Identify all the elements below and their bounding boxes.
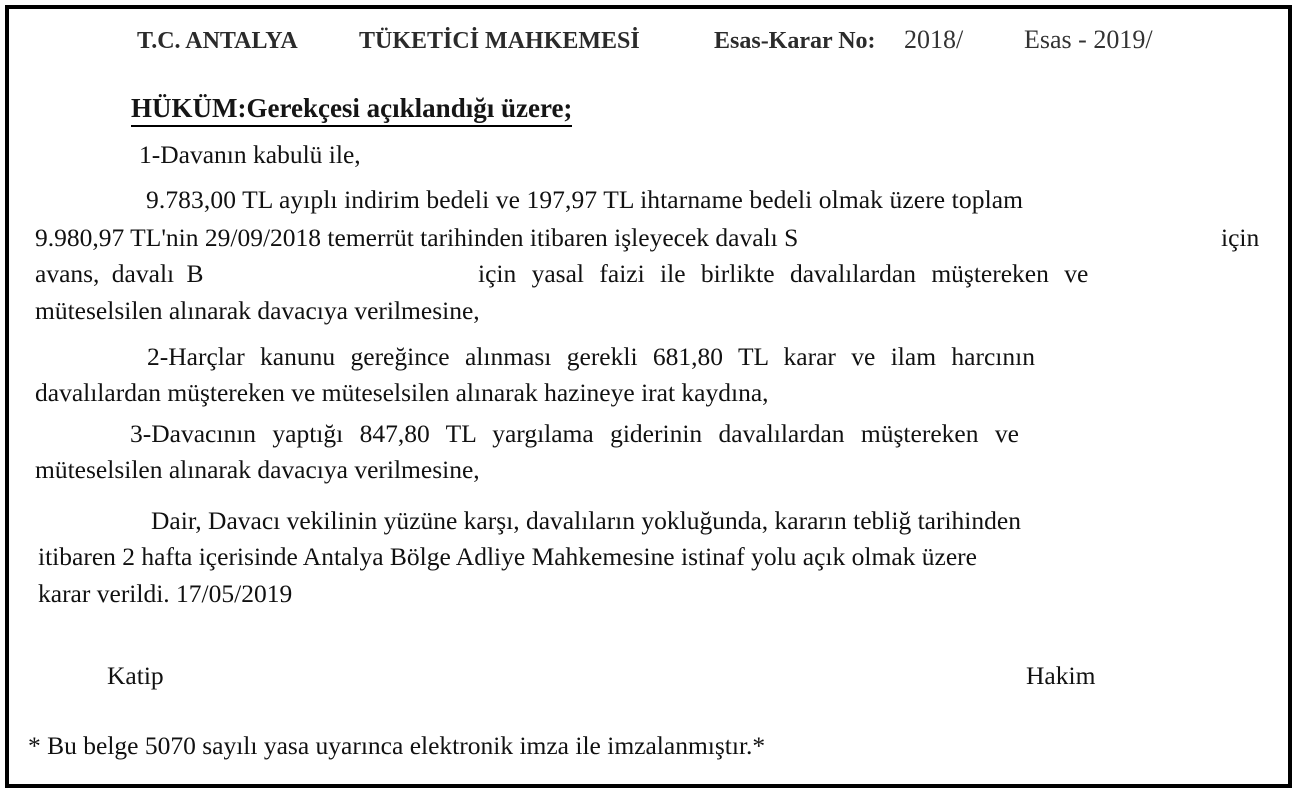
verdict-title: HÜKÜM:Gerekçesi açıklandığı üzere; — [131, 92, 572, 127]
clerk-signature-label: Katip — [107, 661, 164, 690]
item1-line3-part1: avans, davalı B — [35, 259, 204, 288]
court-name: TÜKETİCİ MAHKEMESİ — [359, 28, 640, 54]
item3-line1: 3-Davacının yaptığı 847,80 TL yargılama giderinin davalılardan müştereken ve — [130, 419, 1019, 448]
item2-line2: davalılardan müştereken ve müteselsilen alınarak hazineye irat kaydına, — [35, 378, 769, 407]
esas-number: Esas - 2019/ — [1024, 25, 1153, 54]
closing-line2: itibaren 2 hafta içerisinde Antalya Bölge Adliye Mahkemesine istinaf yolu açık olmak üzere — [38, 542, 977, 571]
item1-line3-part2: için yasal faizi ile birlikte davalılardan müştereken ve — [478, 259, 1089, 288]
item1-title: 1-Davanın kabulü ile, — [139, 140, 361, 169]
closing-line3: karar verildi. 17/05/2019 — [38, 579, 293, 608]
item3-line2: müteselsilen alınarak davacıya verilmesine, — [35, 455, 480, 484]
item1-line1: 9.783,00 TL ayıplı indirim bedeli ve 197,97 TL ihtarname bedeli olmak üzere toplam — [146, 185, 1024, 214]
item1-line2-part2: için — [1221, 223, 1260, 252]
court-city: T.C. ANTALYA — [137, 28, 298, 54]
item1-line4: müteselsilen alınarak davacıya verilmesine, — [35, 296, 480, 325]
judge-signature-label: Hakim — [1026, 661, 1096, 690]
item2-line1: 2-Harçlar kanunu gereğince alınması gerekli 681,80 TL karar ve ilam harcının — [147, 342, 1035, 371]
item1-line2-part1: 9.980,97 TL'nin 29/09/2018 temerrüt tarihinden itibaren işleyecek davalı S — [35, 223, 799, 252]
e-signature-note: * Bu belge 5070 sayılı yasa uyarınca elektronik imza ile imzalanmıştır.* — [28, 731, 766, 760]
case-number-label: Esas-Karar No: — [714, 28, 876, 54]
case-number-value: 2018/ — [904, 25, 964, 54]
closing-line1: Dair, Davacı vekilinin yüzüne karşı, davalıların yokluğunda, kararın tebliğ tarihinden — [151, 506, 1021, 535]
